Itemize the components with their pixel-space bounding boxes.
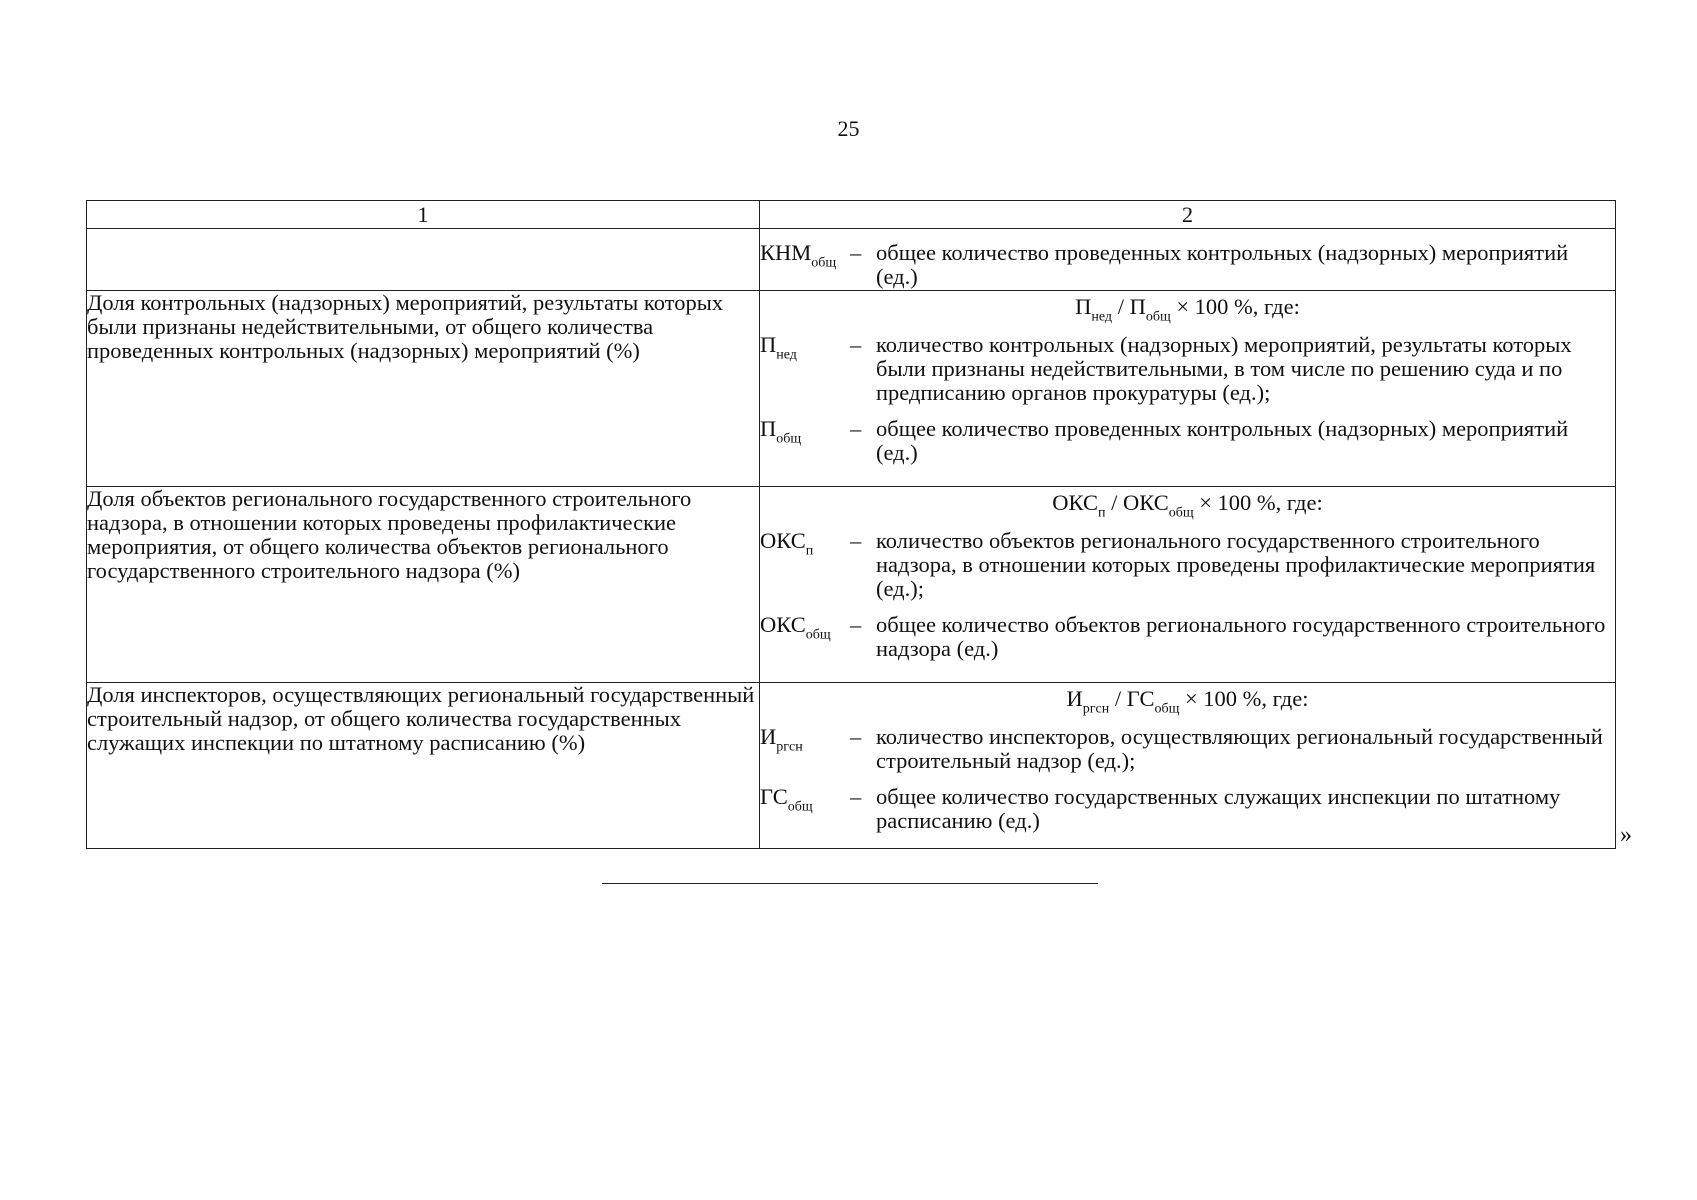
variable-definition — [760, 529, 1615, 601]
indicator-cell: Доля инспекторов, осуществляющих региональный государственный строительный надзор, от общего количества государственных служащих инспекции по штатному расписанию (%) — [87, 683, 760, 849]
formula-cell — [760, 229, 1616, 291]
variable-symbol: $ГС_{общ}$ — [760, 784, 813, 815]
column-header-2: 2 — [760, 201, 1616, 229]
variable-description: количество инспекторов, осуществляющих региональный государственный строительный надзор (ед.); — [876, 724, 1603, 773]
variable-description: количество объектов регионального государственного строительного надзора, в отношении которых проведены профилактические мероприятия (ед.); — [876, 528, 1596, 601]
variable-description: общее количество государственных служащих инспекции по штатному расписанию (ед.) — [876, 784, 1561, 833]
variable-definition — [760, 417, 1615, 465]
dash: – — [850, 612, 862, 637]
formula-cell — [760, 487, 1616, 683]
dash: – — [850, 240, 862, 265]
variable-definition — [760, 333, 1615, 405]
indicator-cell — [87, 229, 760, 291]
dash: – — [850, 416, 862, 441]
variable-definition — [760, 241, 1615, 289]
table-row — [87, 487, 1616, 683]
variable-symbol: $П_{нед}$ — [760, 332, 797, 363]
variable-symbol: $ОКС_п$ — [760, 528, 814, 559]
variable-description: общее количество объектов регионального государственного строительного надзора (ед.) — [876, 612, 1606, 661]
formula: $И_{ргсн} / ГС_{общ} \times 100$ %, где: — [1066, 686, 1309, 717]
indicators-table — [86, 200, 1616, 849]
variable-description: общее количество проведенных контрольных (надзорных) мероприятий (ед.) — [876, 416, 1569, 465]
table-row — [87, 683, 1616, 849]
dash: – — [850, 528, 862, 553]
table-row — [87, 291, 1616, 487]
variable-definition — [760, 613, 1615, 661]
variable-symbol: $КНМ_{общ}$ — [760, 240, 837, 271]
variable-symbol: $И_{ргсн}$ — [760, 724, 803, 755]
formula-cell — [760, 291, 1616, 487]
formula: $П_{нед} / П_{общ} \times 100$ %, где: — [1075, 294, 1300, 325]
variable-definition — [760, 725, 1615, 773]
variable-description: общее количество проведенных контрольных (надзорных) мероприятий (ед.) — [876, 240, 1569, 289]
variable-symbol: $П_{общ}$ — [760, 416, 802, 447]
end-rule — [602, 883, 1098, 884]
indicator-cell: Доля контрольных (надзорных) мероприятий, результаты которых были признаны недействительными, от общего количества проведенных контрольных (надзорных) мероприятий (%) — [87, 291, 760, 487]
indicator-cell: Доля объектов регионального государственного строительного надзора, в отношении которых проведены профилактические мероприятия, от общего количества объектов регионального государственного строительного надзора (%) — [87, 487, 760, 683]
dash: – — [850, 332, 862, 357]
variable-symbol: $ОКС_{общ}$ — [760, 612, 831, 643]
table-row — [87, 229, 1616, 291]
dash: – — [850, 724, 862, 749]
page-number: 25 — [837, 116, 860, 141]
formula: $ОКС_п / ОКС_{общ} \times 100$ %, где: — [1052, 490, 1323, 521]
column-header-1: 1 — [87, 201, 760, 229]
variable-description: количество контрольных (надзорных) мероприятий, результаты которых были признаны недействительными, в том числе по решению суда и по предписанию органов прокуратуры (ед.); — [876, 332, 1572, 405]
variable-definition — [760, 785, 1615, 833]
closing-quote: » — [1620, 822, 1632, 848]
dash: – — [850, 784, 862, 809]
formula-cell — [760, 683, 1616, 849]
table-header-row — [87, 201, 1616, 229]
